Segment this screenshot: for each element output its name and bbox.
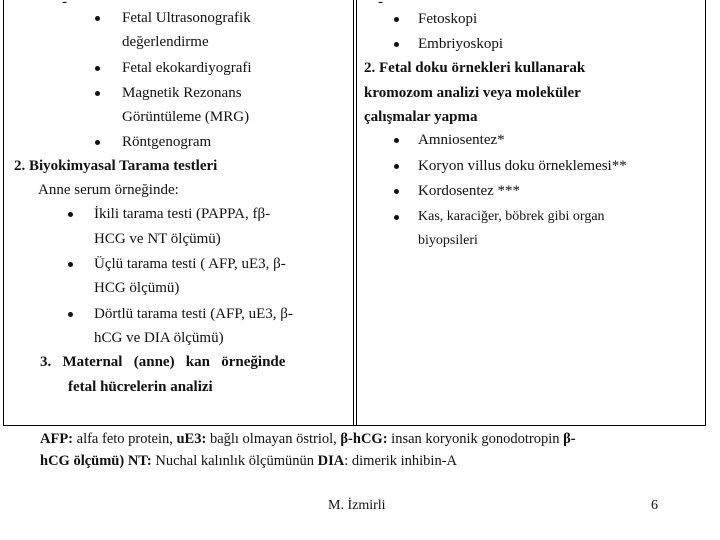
footer-page-number: 6 — [651, 498, 658, 513]
item-embriyoskopi: Embriyoskopi — [418, 36, 503, 52]
item-mrg-line2: Görüntüleme (MRG) — [122, 109, 250, 125]
test-uclu-line2: HCG ölçümü) — [94, 280, 180, 296]
bullet-icon — [394, 42, 399, 47]
section-biyokimyasal-subtitle: Anne serum örneğinde: — [38, 182, 179, 198]
item-ekokardiyografi: Fetal ekokardiyografi — [122, 60, 252, 76]
footnote-line2 — [40, 452, 457, 470]
top-fragment-right: - — [378, 0, 383, 10]
bullet-icon — [95, 66, 100, 71]
footnote-bhcg-def: insan koryonik gonodotropin — [387, 431, 564, 447]
column-divider-inner — [356, 0, 357, 426]
section-maternal-line1: 3. Maternal (anne) kan örneğinde — [40, 354, 286, 370]
bullet-icon — [394, 164, 399, 169]
footnote-bhcg-term: β-hCG: — [340, 431, 388, 447]
footnote-nt-def: Nuchal kalınlık ölçümünün — [151, 453, 318, 469]
test-uclu-line1: Üçlü tarama testi ( AFP, uE3, β- — [94, 256, 286, 272]
section-maternal-line2: fetal hücrelerin analizi — [68, 379, 213, 395]
test-dortlu-line2: hCG ve DIA ölçümü) — [94, 330, 224, 346]
item-amniosentez: Amniosentez* — [418, 132, 505, 148]
test-ikili-line1: İkili tarama testi (PAPPA, fβ- — [94, 206, 271, 222]
bullet-icon — [68, 312, 73, 317]
footnote-nt-term: NT: — [127, 453, 152, 469]
test-ikili-line2: HCG ve NT ölçümü) — [94, 231, 221, 247]
item-ultrasonografik-line2: değerlendirme — [122, 34, 209, 50]
bullet-icon — [68, 212, 73, 217]
item-biyopsi-line1: Kas, karaciğer, böbrek gibi organ — [418, 209, 605, 224]
item-rontgenogram: Röntgenogram — [122, 134, 212, 150]
footnote-hcg-olcumu: hCG ölçümü) — [40, 453, 128, 469]
footer-author: M. İzmirli — [328, 498, 386, 513]
item-kordosentez: Kordosentez *** — [418, 183, 521, 199]
item-mrg-line1: Magnetik Rezonans — [122, 85, 242, 101]
section-fetal-doku-line3: çalışmalar yapma — [364, 109, 478, 125]
footnote-afp-def: alfa feto protein, — [73, 431, 177, 447]
item-fetoskopi: Fetoskopi — [418, 11, 478, 27]
footnote-dia-term: DIA — [317, 453, 345, 469]
bullet-icon — [95, 140, 100, 145]
column-divider — [353, 0, 354, 426]
bullet-icon — [95, 91, 100, 96]
footnote-line1 — [40, 430, 576, 448]
item-ultrasonografik-line1: Fetal Ultrasonografik — [122, 10, 251, 26]
footnote-dia-def: : dimerik inhibin-A — [344, 453, 458, 469]
footnote-ue3-term: uE3: — [176, 431, 207, 447]
test-dortlu-line1: Dörtlü tarama testi (AFP, uE3, β- — [94, 306, 293, 322]
section-fetal-doku-line2: kromozom analizi veya moleküler — [364, 85, 581, 101]
bullet-icon — [394, 215, 399, 220]
bullet-icon — [394, 138, 399, 143]
item-koryon-villus: Koryon villus doku örneklemesi** — [418, 158, 627, 174]
section-biyokimyasal-title: 2. Biyokimyasal Tarama testleri — [14, 158, 218, 174]
bullet-icon — [68, 262, 73, 267]
bullet-icon — [394, 17, 399, 22]
footnote-beta: β- — [563, 431, 576, 447]
item-biyopsi-line2: biyopsileri — [418, 233, 478, 248]
footnote-ue3-def: bağlı olmayan östriol, — [206, 431, 341, 447]
top-fragment: - — [62, 0, 67, 10]
bullet-icon — [95, 16, 100, 21]
footnote-afp-term: AFP: — [40, 431, 74, 447]
section-fetal-doku-line1: 2. Fetal doku örnekleri kullanarak — [364, 60, 586, 76]
bullet-icon — [394, 189, 399, 194]
